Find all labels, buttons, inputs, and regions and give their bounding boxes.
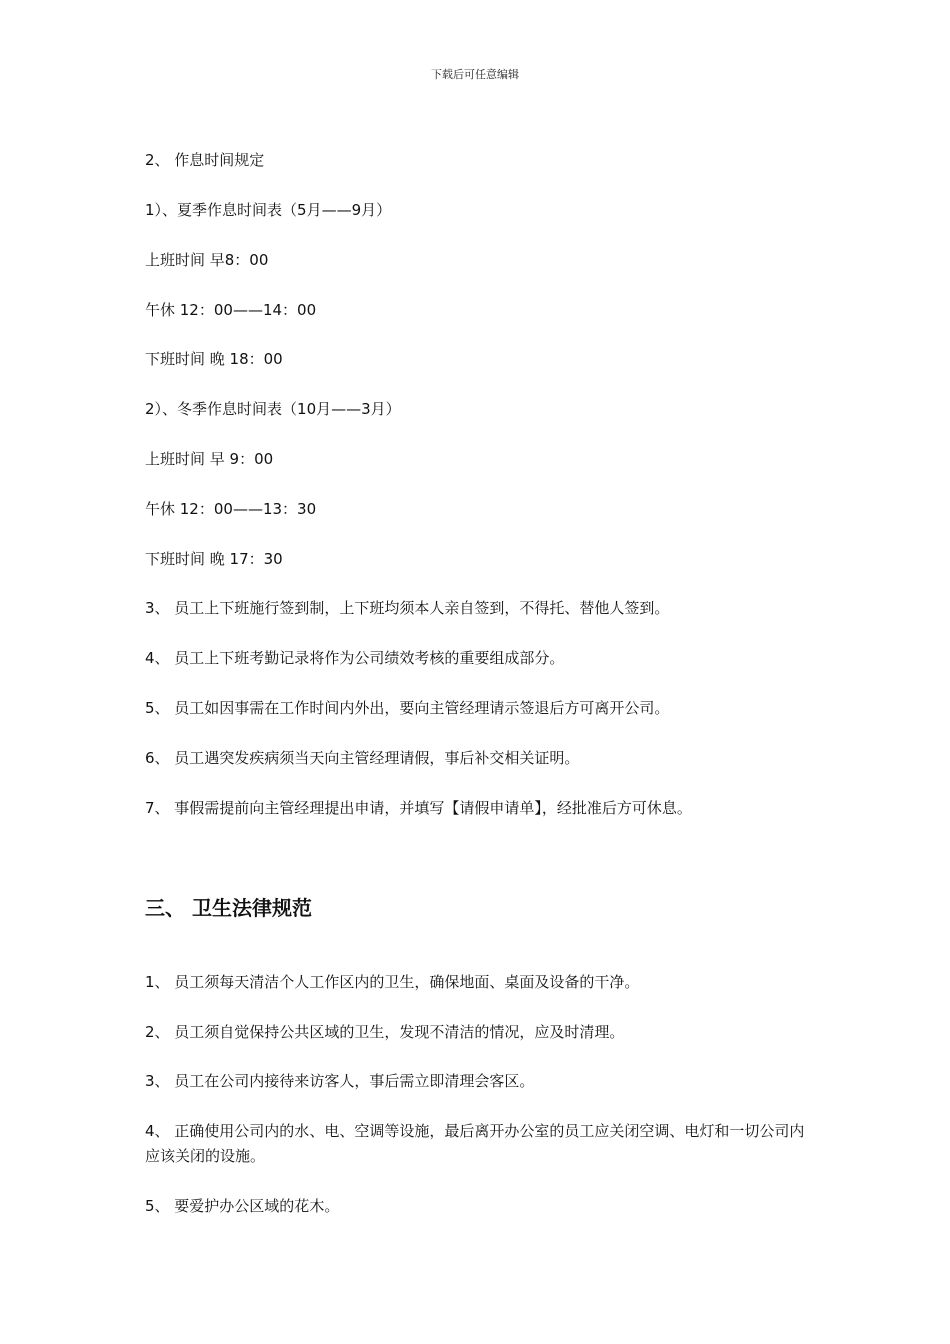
section-title-schedule: 2、 作息时间规定: [145, 151, 265, 169]
section-heading-hygiene: 三、 卫生法律规范: [145, 896, 312, 920]
attendance-rule: 7、 事假需提前向主管经理提出申请，并填写【请假申请单】，经批准后方可休息。: [145, 799, 692, 817]
attendance-rule: 3、 员工上下班施行签到制，上下班均须本人亲自签到，不得托、替他人签到。: [145, 599, 670, 617]
hygiene-rule: 2、 员工须自觉保持公共区域的卫生，发现不清洁的情况，应及时清理。: [145, 1023, 625, 1041]
hygiene-rule: 5、 要爱护办公区域的花木。: [145, 1197, 340, 1215]
hygiene-rule: 3、 员工在公司内接待来访客人，事后需立即清理会客区。: [145, 1072, 535, 1090]
hygiene-rule: 1、 员工须每天清洁个人工作区内的卫生，确保地面、桌面及设备的干净。: [145, 973, 640, 991]
attendance-rule: 4、 员工上下班考勤记录将作为公司绩效考核的重要组成部分。: [145, 649, 565, 667]
attendance-rule: 6、 员工遇突发疾病须当天向主管经理请假，事后补交相关证明。: [145, 749, 580, 767]
summer-end-time: 下班时间 晚 18：00: [145, 350, 283, 368]
winter-lunch-break: 午休 12：00——13：30: [145, 500, 317, 518]
winter-start-time: 上班时间 早 9：00: [145, 450, 274, 468]
attendance-rule: 5、 员工如因事需在工作时间内外出，要向主管经理请示签退后方可离开公司。: [145, 699, 670, 717]
winter-schedule-title: 2）、冬季作息时间表（10月——3月）: [145, 400, 401, 418]
hygiene-rule: 4、 正确使用公司内的水、电、空调等设施，最后离开办公室的员工应关闭空调、电灯和一切公司内应该关闭的设施。: [145, 1122, 805, 1165]
page-header: 下载后可任意编辑: [431, 68, 519, 81]
summer-lunch-break: 午休 12：00——14：00: [145, 301, 317, 319]
summer-schedule-title: 1）、夏季作息时间表（5月——9月）: [145, 201, 392, 219]
winter-end-time: 下班时间 晚 17：30: [145, 550, 283, 568]
summer-start-time: 上班时间 早8：00: [145, 251, 269, 269]
